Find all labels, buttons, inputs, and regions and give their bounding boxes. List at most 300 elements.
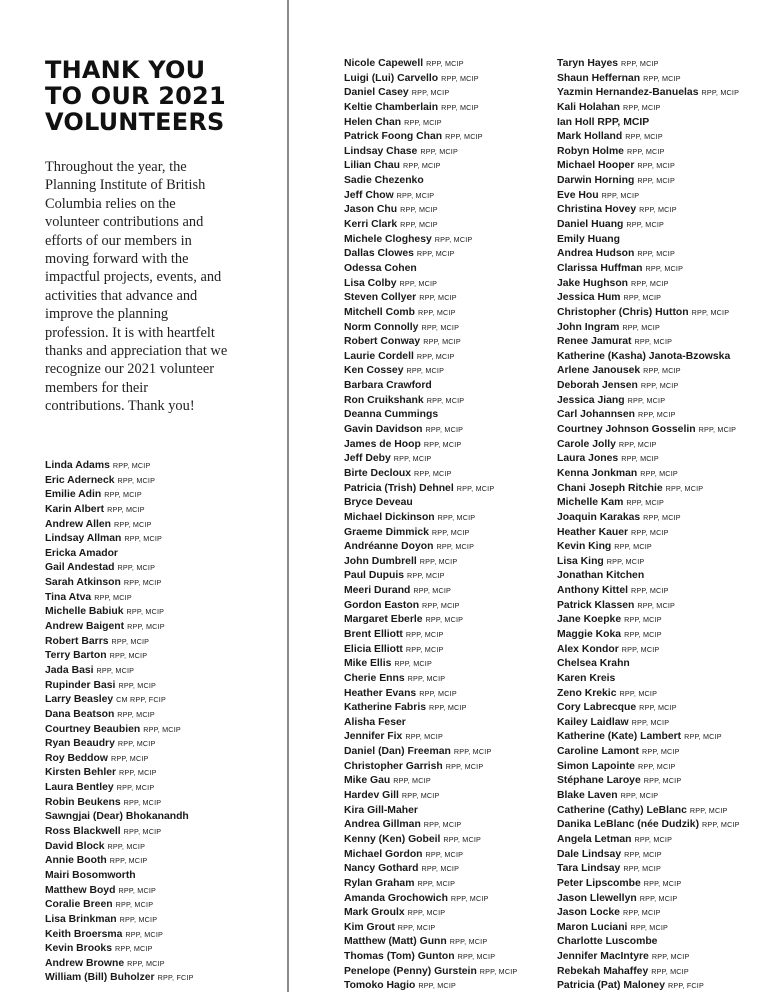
volunteer-credentials: RPP, MCIP [626,220,665,230]
volunteer-credentials: RPP, MCIP [651,952,690,962]
volunteer-name: Andrew Allen [45,518,112,530]
volunteer-credentials: RPP, MCIP [665,483,704,493]
volunteer-credentials: RPP, MCIP [622,908,661,918]
volunteer-entry [557,145,740,160]
volunteer-credentials: RPP, MCIP [639,205,677,215]
volunteer-name: Heather Evans [344,687,417,699]
volunteer-credentials: RPP, MCIP [425,425,464,435]
volunteer-name: Ericka Amador [45,547,118,559]
volunteer-entry [557,86,740,101]
volunteer-entry [557,687,740,702]
volunteer-entry [45,708,194,723]
volunteer-name: Charlotte Luscombe [557,936,658,948]
volunteer-name: Lindsay Allman [45,533,122,545]
volunteer-name: Dallas Clowes [344,248,414,260]
volunteer-entry [344,408,517,423]
volunteer-entry [45,591,194,606]
volunteer-list-column-3 [557,57,740,994]
volunteer-name: Eve Hou [557,189,599,201]
volunteer-name: Deanna Cummings [344,409,439,421]
volunteer-name: Terry Barton [45,650,107,662]
volunteer-credentials: RPP, MCIP [456,483,495,493]
volunteer-entry [557,760,740,775]
volunteer-credentials: RPP, MCIP [418,307,456,317]
volunteer-name: Kali Holahan [557,101,620,113]
volunteer-name: Yazmin Hernandez-Banuelas [557,87,699,99]
volunteer-credentials: RPP, MCIP [126,607,165,617]
volunteer-credentials: RPP, MCIP [114,944,153,954]
volunteer-entry [557,833,740,848]
volunteer-entry [557,496,740,511]
volunteer-credentials: RPP, MCIP [107,504,145,514]
volunteer-entry [45,796,194,811]
volunteer-entry [45,781,194,796]
volunteer-credentials: RPP, MCIP [689,805,728,815]
volunteer-credentials: RPP, MCIP [626,498,665,508]
volunteer-name: Daniel (Dan) Freeman [344,746,451,758]
volunteer-credentials: RPP, MCIP [118,885,157,895]
volunteer-name: Stéphane Laroye [557,775,641,787]
volunteer-entry [557,130,740,145]
volunteer-name: Kim Grout [344,921,395,933]
volunteer-credentials: RPP, MCIP [426,395,465,405]
volunteer-credentials: RPP, MCIP [416,249,455,259]
volunteer-name: Andrew Baigent [45,621,125,633]
volunteer-entry [557,350,740,365]
volunteer-credentials: RPP, MCIP [124,534,163,544]
volunteer-name: Andrea Hudson [557,248,635,260]
volunteer-credentials: RPP, MCIP [624,849,662,859]
volunteer-name: Christopher Garrish [344,760,443,772]
volunteer-credentials: RPP, MCIP [118,680,157,690]
volunteer-credentials: RPP, MCIP [640,468,678,478]
volunteer-credentials: RPP, MCIP [434,234,473,244]
volunteer-entry [557,174,740,189]
volunteer-name: Michelle Babiuk [45,606,124,618]
volunteer-entry [557,965,740,980]
volunteer-credentials: RPP, MCIP [119,768,157,778]
volunteer-name: David Block [45,840,105,852]
volunteer-credentials: RPP, MCIP [429,703,467,713]
volunteer-credentials: RPP, MCIP [637,249,675,259]
volunteer-entry [557,72,740,87]
volunteer-credentials: RPP, MCIP [479,966,518,976]
volunteer-entry [344,423,517,438]
volunteer-entry [557,848,740,863]
volunteer-entry [344,203,517,218]
volunteer-credentials: RPP, MCIP [407,571,445,581]
volunteer-name: Barbara Crawford [344,380,432,392]
page-divider [287,0,289,992]
volunteer-name: Linda Adams [45,460,110,471]
volunteer-credentials: RPP, MCIP [96,665,135,675]
volunteer-entry [344,101,517,116]
volunteer-credentials: RPP, MCIP [94,592,132,602]
volunteer-name: Christina Hovey [557,204,637,216]
volunteer-entry [557,321,740,336]
volunteer-entry [344,159,517,174]
volunteer-credentials: RPP, MCIP [419,556,458,566]
volunteer-credentials: RPP, MCIP [416,351,455,361]
volunteer-credentials: RPP, MCIP [109,856,148,866]
volunteer-name: Keltie Chamberlain [344,101,439,113]
volunteer-entry [344,116,517,131]
volunteer-credentials: RPP, MCIP [423,439,462,449]
volunteer-entry [344,218,517,233]
volunteer-name: Maggie Koka [557,628,622,640]
volunteer-credentials: RPP, MCIP [425,849,464,859]
volunteer-entry [557,789,740,804]
volunteer-entry [45,854,194,869]
volunteer-name: Kenna Jonkman [557,467,638,479]
volunteer-credentials: RPP, MCIP [426,59,464,68]
volunteer-entry [344,540,517,555]
volunteer-credentials: RPP, MCIP [631,278,669,288]
volunteer-credentials: RPP, MCIP [419,688,457,698]
volunteer-entry [557,57,740,72]
volunteer-name: Jason Chu [344,204,398,216]
volunteer-name: Ian Holl RPP, MCIP [557,116,650,128]
volunteer-entry [557,672,740,687]
volunteer-name: Katherine (Kate) Lambert [557,731,682,743]
volunteer-credentials: RPP, MCIP [639,703,677,713]
volunteer-name: Joaquin Karakas [557,511,641,523]
volunteer-name: Cherie Enns [344,672,405,684]
volunteer-credentials: RPP, MCIP [637,761,676,771]
volunteer-name: Mark Groulx [344,907,405,919]
volunteer-name: Jonathan Kitchen [557,570,645,582]
volunteer-entry [557,233,740,248]
volunteer-name: Darwin Horning [557,175,635,187]
volunteer-credentials: RPP, MCIP [423,337,461,347]
volunteer-name: Chelsea Krahn [557,658,630,670]
volunteer-name: Danika LeBlanc (née Dudzik) [557,819,700,831]
volunteer-name: Roy Beddow [45,752,108,764]
volunteer-entry [45,664,194,679]
volunteer-credentials: RPP, MCIP [119,914,158,924]
volunteer-entry [557,218,740,233]
volunteer-entry [45,971,194,986]
volunteer-name: Lilian Chau [344,160,400,172]
volunteer-name: Jeff Deby [344,453,391,465]
volunteer-credentials: RPP, MCIP [641,747,680,757]
volunteer-name: Gordon Easton [344,599,420,611]
volunteer-credentials: RPP, FCIP [157,973,194,983]
volunteer-name: Paul Dupuis [344,570,405,582]
volunteer-name: James de Hoop [344,438,421,450]
intro-paragraph: Throughout the year, the Planning Institute of British Columbia relies on the volunteer contributions and efforts of our members in moving forward with the impactful projects, events, and activities that advance and improve the planning profession. It is with heartfelt thanks and appreciation that we recognize our 2021 volunteer members for their contributions. Thank you! [45,159,228,415]
volunteer-entry [45,459,194,474]
volunteer-name: Mark Holland [557,131,623,143]
volunteer-credentials: RPP, MCIP [405,644,444,654]
volunteer-name: Daniel Casey [344,87,409,99]
volunteer-credentials: RPP, MCIP [631,527,669,537]
volunteer-entry [45,649,194,664]
volunteer-entry [45,928,194,943]
volunteer-entry [557,804,740,819]
volunteer-credentials: RPP, MCIP [701,88,740,98]
volunteer-credentials: RPP, MCIP [622,322,660,332]
page-title [45,57,275,135]
volunteer-entry [344,438,517,453]
volunteer-entry [344,350,517,365]
volunteer-entry [344,72,517,87]
volunteer-name: Jeff Chow [344,189,394,201]
volunteer-name: Arlene Janousek [557,365,641,377]
volunteer-entry [45,913,194,928]
volunteer-credentials: RPP, MCIP [624,615,662,625]
volunteer-entry [45,518,194,533]
volunteer-credentials: RPP, MCIP [684,732,722,742]
volunteer-name: Michael Gordon [344,848,423,860]
volunteer-name: Elicia Elliott [344,643,403,655]
volunteer-entry [557,584,740,599]
volunteer-credentials: RPP, MCIP [422,600,460,610]
volunteer-credentials: RPP, MCIP [606,556,645,566]
volunteer-name: Penelope (Penny) Gurstein [344,965,477,977]
volunteer-name: Laurie Cordell [344,350,414,362]
volunteer-credentials: RPP, MCIP [621,644,660,654]
volunteer-entry [344,277,517,292]
volunteer-name: Karen Kreis [557,672,616,684]
volunteer-name: Annie Booth [45,855,107,867]
volunteer-entry [45,620,194,635]
volunteer-credentials: RPP, MCIP [441,102,479,112]
volunteer-name: Katherine (Kasha) Janota-Bzowska [557,350,731,362]
title-line-1: THANK YOU [45,56,206,84]
volunteer-entry [557,189,740,204]
volunteer-entry [344,57,517,72]
volunteer-entry [344,599,517,614]
volunteer-entry [557,482,740,497]
volunteer-entry [557,306,740,321]
volunteer-credentials: RPP, MCIP [702,820,740,830]
volunteer-name: Taryn Hayes [557,58,619,69]
volunteer-entry [344,921,517,936]
volunteer-entry [557,555,740,570]
volunteer-credentials: RPP, MCIP [637,161,675,171]
volunteer-entry [557,906,740,921]
volunteer-name: Catherine (Cathy) LeBlanc [557,804,687,816]
volunteer-entry [557,116,740,131]
volunteer-credentials: RPP, MCIP [631,717,670,727]
volunteer-credentials: RPP, MCIP [614,542,652,552]
volunteer-entry [557,438,740,453]
volunteer-name: Helen Chan [344,116,402,128]
volunteer-entry [344,862,517,877]
volunteer-entry [557,101,740,116]
volunteer-credentials: RPP, MCIP [418,981,457,991]
volunteer-credentials: RPP, MCIP [404,117,442,127]
volunteer-credentials: RPP, MCIP [114,519,152,529]
volunteer-credentials: RPP, MCIP [123,827,162,837]
title-line-3: VOLUNTEERS [45,108,225,136]
volunteer-entry [344,950,517,965]
volunteer-credentials: RPP, MCIP [421,864,460,874]
volunteer-name: Graeme Dimmick [344,526,429,538]
volunteer-credentials: RPP, MCIP [413,586,452,596]
volunteer-name: Ryan Beaudry [45,738,115,750]
volunteer-name: Laura Jones [557,453,619,465]
volunteer-name: Kira Gill-Maher [344,804,418,816]
volunteer-name: Blake Laven [557,790,618,802]
volunteer-entry [344,321,517,336]
volunteer-credentials: RPP, MCIP [117,563,156,573]
volunteer-credentials: RPP, MCIP [127,622,165,632]
volunteer-name: Bryce Deveau [344,497,413,509]
volunteer-credentials: RPP, MCIP [621,59,659,68]
volunteer-credentials: RPP, MCIP [643,878,682,888]
volunteer-credentials: RPP, FCIP [667,981,705,991]
volunteer-name: Robyn Holme [557,145,624,157]
volunteer-name: Luigi (Lui) Carvello [344,72,439,84]
volunteer-name: Jessica Jiang [557,394,625,406]
volunteer-entry [344,848,517,863]
volunteer-name: Matthew Boyd [45,884,116,896]
volunteer-name: Carole Jolly [557,438,616,450]
volunteer-credentials: RPP, MCIP [624,629,662,639]
volunteer-name: Laura Bentley [45,782,114,794]
volunteer-name: Courtney Beaubien [45,723,141,735]
volunteer-entry [557,716,740,731]
volunteer-entry [344,262,517,277]
volunteer-credentials: RPP, MCIP [127,958,165,968]
volunteer-entry [45,737,194,752]
volunteer-entry [344,745,517,760]
volunteer-entry [344,247,517,262]
volunteer-credentials: RPP, MCIP [631,586,669,596]
volunteer-name: Ross Blackwell [45,826,121,838]
volunteer-credentials: RPP, MCIP [407,673,446,683]
volunteer-name: Michael Hooper [557,160,635,172]
volunteer-name: Tina Atva [45,591,92,603]
volunteer-entry [344,467,517,482]
volunteer-entry [45,766,194,781]
volunteer-entry [557,613,740,628]
volunteer-name: Lisa King [557,555,604,567]
volunteer-name: Jada Basi [45,664,94,676]
volunteer-name: Angela Letman [557,833,632,845]
volunteer-entry [557,364,740,379]
volunteer-credentials: RPP, MCIP [403,161,441,171]
volunteer-entry [557,628,740,643]
volunteer-credentials: RPP, MCIP [397,922,436,932]
volunteer-entry [45,532,194,547]
volunteer-name: Rupinder Basi [45,679,116,691]
volunteer-name: Keith Broersma [45,928,123,940]
volunteer-entry [45,474,194,489]
volunteer-entry [557,335,740,350]
volunteer-entry [344,306,517,321]
volunteer-entry [344,145,517,160]
volunteer-name: Cory Labrecque [557,702,637,714]
volunteer-entry [344,789,517,804]
volunteer-entry [557,599,740,614]
volunteer-entry [344,935,517,950]
volunteer-list-column-2 [344,57,517,994]
volunteer-name: Ken Cossey [344,365,404,377]
volunteer-entry [344,364,517,379]
volunteer-name: Lisa Colby [344,277,397,289]
volunteer-credentials: RPP, MCIP [634,834,673,844]
volunteer-name: Shaun Heffernan [557,72,641,84]
volunteer-credentials: RPP, MCIP [620,791,659,801]
volunteer-entry [45,679,194,694]
volunteer-credentials: RPP, MCIP [400,220,438,230]
volunteer-credentials: RPP, MCIP [441,73,479,83]
volunteer-name: Clarissa Huffman [557,262,643,274]
volunteer-entry [45,825,194,840]
volunteer-credentials: RPP, MCIP [643,366,681,376]
volunteer-credentials: RPP, MCIP [411,88,450,98]
volunteer-name: Patricia (Pat) Maloney [557,980,665,992]
volunteer-name: Zeno Krekic [557,687,617,699]
volunteer-credentials: RPP, MCIP [399,278,438,288]
volunteer-credentials: RPP, MCIP [621,454,659,464]
volunteer-name: Gavin Davidson [344,424,423,436]
volunteer-name: Matthew (Matt) Gunn [344,936,447,948]
volunteer-entry [45,561,194,576]
volunteer-name: Alisha Feser [344,716,406,728]
volunteer-credentials: RPP, MCIP [639,893,678,903]
volunteer-entry [45,576,194,591]
volunteer-name: Rylan Graham [344,877,415,889]
volunteer-name: Coralie Breen [45,899,113,911]
volunteer-entry [45,693,194,708]
volunteer-entry [45,869,194,884]
volunteer-entry [344,452,517,467]
volunteer-entry [344,379,517,394]
volunteer-entry [557,950,740,965]
volunteer-credentials: RPP, MCIP [125,929,164,939]
volunteer-credentials: RPP, MCIP [643,73,681,83]
volunteer-entry [557,408,740,423]
volunteer-credentials: RPP, MCIP [431,527,470,537]
volunteer-entry [344,774,517,789]
volunteer-credentials: RPP, MCIP [618,439,657,449]
volunteer-entry [557,291,740,306]
volunteer-entry [557,818,740,833]
volunteer-entry [557,921,740,936]
volunteer-name: Sarah Atkinson [45,577,121,589]
volunteer-name: Jake Hughson [557,277,629,289]
volunteer-entry [557,247,740,262]
volunteer-credentials: RPP, MCIP [393,454,432,464]
volunteer-entry [557,526,740,541]
volunteer-entry [557,569,740,584]
volunteer-entry [344,760,517,775]
volunteer-name: Mitchell Comb [344,306,416,318]
volunteer-credentials: RPP, MCIP [143,724,181,734]
volunteer-name: Deborah Jensen [557,380,638,392]
volunteer-credentials: RPP, MCIP [116,783,155,793]
volunteer-name: Larry Beasley [45,694,114,706]
volunteer-credentials: RPP, MCIP [445,132,483,142]
volunteer-name: Steven Collyer [344,292,417,304]
volunteer-name: Rebekah Mahaffey [557,965,649,977]
volunteer-name: Michele Cloghesy [344,233,432,245]
volunteer-credentials: RPP, MCIP [450,893,489,903]
title-line-2: TO OUR 2021 [45,82,226,110]
volunteer-entry [557,467,740,482]
volunteer-credentials: RPP, MCIP [110,753,149,763]
volunteer-entry [557,701,740,716]
volunteer-name: Christopher (Chris) Hutton [557,306,689,318]
volunteer-entry [45,957,194,972]
volunteer-entry [557,892,740,907]
volunteer-credentials: RPP, MCIP [417,878,456,888]
volunteer-credentials: RPP, MCIP [449,937,488,947]
